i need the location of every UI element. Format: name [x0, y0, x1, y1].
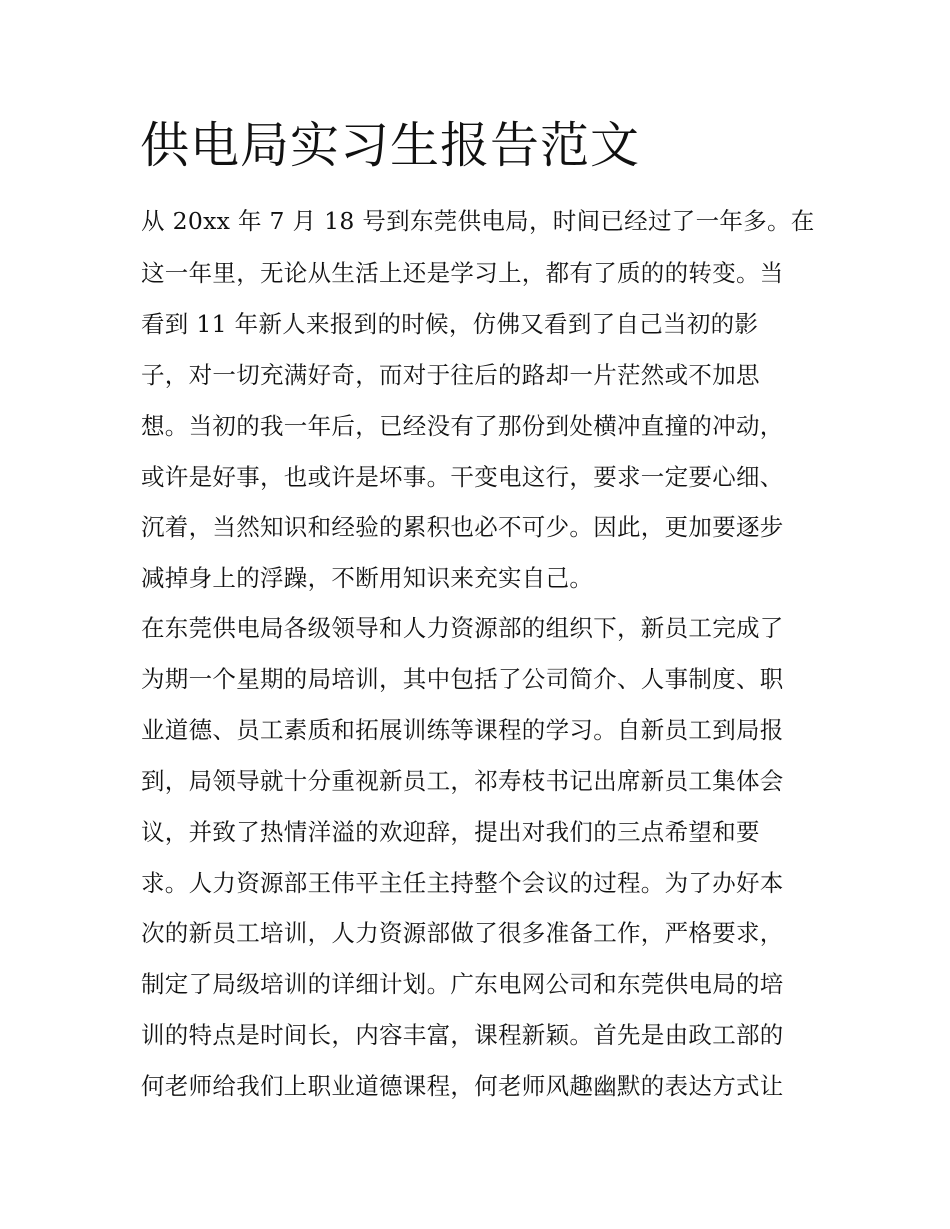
paragraph-line: 看到 11 年新人来报到的时候，仿佛又看到了自己当初的影 — [141, 310, 759, 338]
paragraph-line: 减掉身上的浮躁，不断用知识来充实自己。 — [141, 564, 594, 592]
paragraph-line: 从 20xx 年 7 月 18 号到东莞供电局，时间已经过了一年多。在 — [141, 207, 815, 235]
paragraph-line: 训的特点是时间长，内容丰富，课程新颖。首先是由政工部的 — [141, 1021, 784, 1049]
paragraph-line: 这一年里，无论从生活上还是学习上，都有了质的的转变。当 — [141, 259, 784, 287]
paragraph-line: 为期一个星期的局培训，其中包括了公司简介、人事制度、职 — [141, 665, 784, 693]
paragraph-line: 次的新员工培训，人力资源部做了很多准备工作，严格要求， — [141, 919, 784, 947]
paragraph-line: 想。当初的我一年后，已经没有了那份到处横冲直撞的冲动， — [141, 412, 784, 440]
paragraph-line: 或许是好事，也或许是坏事。干变电这行，要求一定要心细、 — [141, 463, 784, 491]
document-title: 供电局实习生报告范文 — [140, 117, 641, 174]
paragraph-line: 到，局领导就十分重视新员工，祁寿枝书记出席新员工集体会 — [141, 767, 784, 795]
paragraph-line: 业道德、员工素质和拓展训练等课程的学习。自新员工到局报 — [141, 716, 784, 744]
paragraph-line: 沉着，当然知识和经验的累积也必不可少。因此，更加要逐步 — [141, 513, 784, 541]
paragraph-line: 子，对一切充满好奇，而对于往后的路却一片茫然或不加思 — [141, 361, 760, 389]
paragraph-line: 制定了局级培训的详细计划。广东电网公司和东莞供电局的培 — [141, 970, 784, 998]
paragraph-line: 议，并致了热情洋溢的欢迎辞，提出对我们的三点希望和要 — [141, 818, 760, 846]
paragraph-line: 何老师给我们上职业道德课程，何老师风趣幽默的表达方式让 — [141, 1072, 784, 1100]
paragraph-line: 在东莞供电局各级领导和人力资源部的组织下，新员工完成了 — [141, 614, 784, 642]
paragraph-line: 求。人力资源部王伟平主任主持整个会议的过程。为了办好本 — [141, 869, 784, 897]
